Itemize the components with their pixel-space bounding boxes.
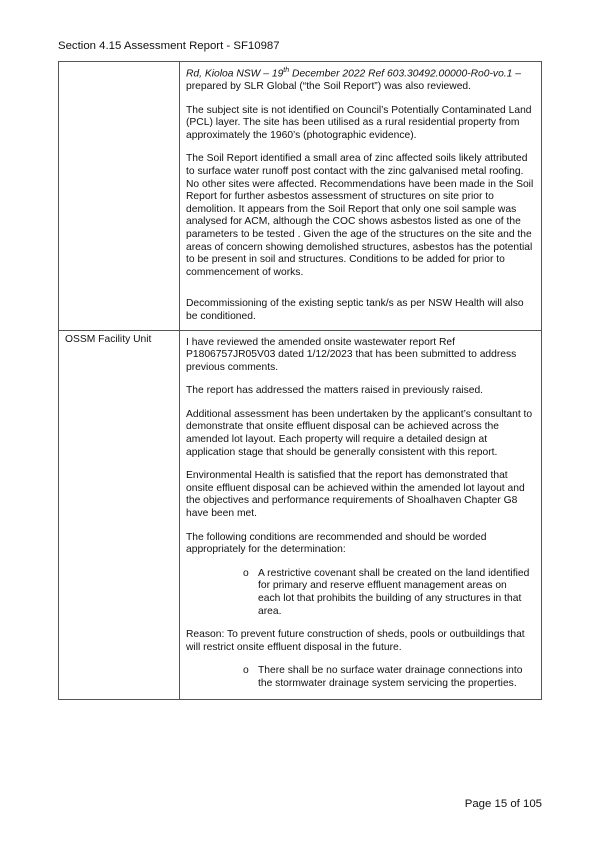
environmental-health-paragraph: Environmental Health is satisfied that the report has demonstrated that onsite effluent disposal can be achieved within the amended lot layout and the objectives and performance requirements of Shoalhaven Chapter G8 have been met. <box>186 470 525 520</box>
bullet-text: A restrictive covenant shall be created on the land identified for primary and reserve effluent management areas on each lot that prohibits the building of any structures in that area. <box>258 567 530 617</box>
page-number: Page 15 of 105 <box>464 798 542 810</box>
zinc-asbestos-paragraph: The Soil Report identified a small area of zinc affected soils likely attributed to surface water runoff post contact with the zinc galvanised metal roofing. No other sites were affected. Recommendations have been made in the Soil Report for further asbestos assessment of structures on site prior to demolition. It appears from the Soil Report that only one soil sample was analysed for ACM, although the COC shows asbestos listed as one of the parameters to be tested . Given the age of the structures on the site and the areas of concern showing demolished structures, asbestos has the potential to be present in soil and structures. Conditions to be added for prior to commencement of works. <box>186 153 534 278</box>
bullet-marker: o <box>243 567 249 579</box>
soil-report-reference <box>186 65 535 94</box>
reference-italic-b: December 2022 Ref 603.30492.00000-Ro0-vo.1 <box>289 68 513 80</box>
bullet-text: There shall be no surface water drainage connections into the stormwater drainage system servicing the properties. <box>258 665 523 689</box>
reference-superscript: th <box>283 67 290 74</box>
pcl-paragraph: The subject site is not identified on Council’s Potentially Contaminated Land (PCL) layer. The site has been utilised as a rural residential property from approximately the 1960’s (photographic evidence). <box>186 104 532 141</box>
reference-italic-a: Rd, Kioloa NSW – 19 <box>186 68 284 80</box>
condition-bullet-drainage <box>186 665 535 690</box>
condition-bullet-covenant <box>186 568 535 618</box>
reference-rest: – prepared by SLR Global (“the Soil Report”) was also reviewed. <box>186 68 521 93</box>
row-content-ossm <box>180 330 542 699</box>
septic-paragraph: Decommissioning of the existing septic tank/s as per NSW Health will also be conditioned. <box>186 298 524 322</box>
additional-assessment-paragraph: Additional assessment has been undertaken by the applicant’s consultant to demonstrate that onsite effluent disposal can be achieved across the amended lot layout. Each property will require a detailed design at application stage that should be generally consistent with this report. <box>186 408 533 458</box>
row-content-contamination <box>180 62 542 331</box>
bullet-marker: o <box>243 665 249 677</box>
assessment-table <box>58 61 542 700</box>
review-paragraph: I have reviewed the amended onsite wastewater report Ref P1806757JR05V03 dated 1/12/2023 that has been submitted to address previous comments. <box>186 336 517 373</box>
row-label-ossm: OSSM Facility Unit <box>59 330 180 699</box>
addressed-paragraph: The report has addressed the matters raised in previously raised. <box>186 385 484 397</box>
table-row-ossm <box>59 330 542 699</box>
table-row-contamination <box>59 62 542 331</box>
page-header: Section 4.15 Assessment Report - SF10987 <box>58 40 280 52</box>
reason-paragraph: Reason: To prevent future construction of sheds, pools or outbuildings that will restrict onsite effluent disposal in the future. <box>186 629 525 653</box>
conditions-intro-paragraph: The following conditions are recommended and should be worded appropriately for the determination: <box>186 531 487 556</box>
row-label-empty <box>59 62 180 331</box>
